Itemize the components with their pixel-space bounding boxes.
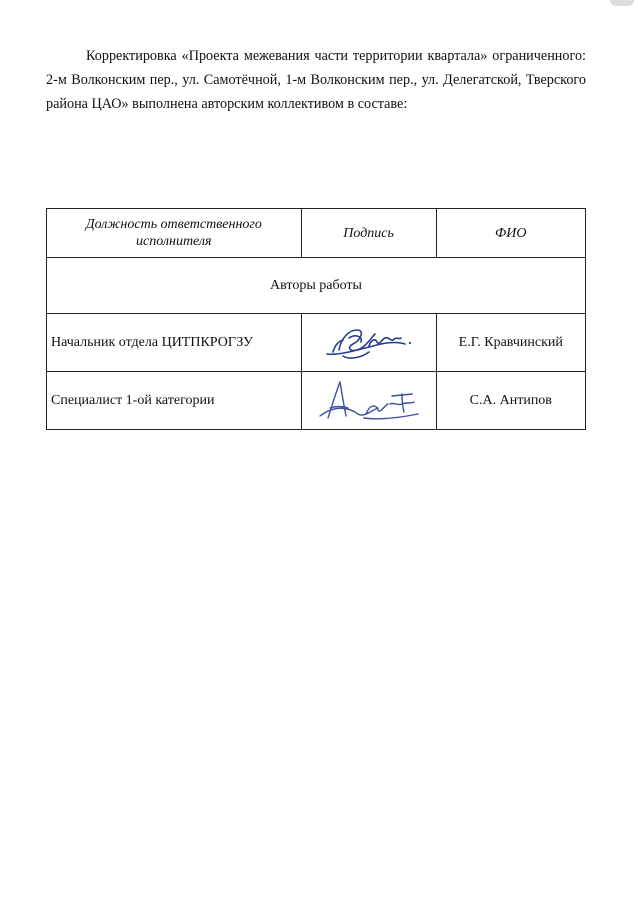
row-position: Начальник отдела ЦИТПКРОГЗУ [47,314,302,372]
header-position: Должность ответственного исполнителя [47,209,302,258]
handwritten-signature-1 [309,316,429,370]
header-name: ФИО [436,209,585,258]
table-row [47,372,586,430]
section-row [47,258,586,314]
row-position: Специалист 1-ой категории [47,372,302,430]
table-header-row [47,209,586,258]
header-signature: Подпись [301,209,436,258]
table-row [47,314,586,372]
section-title: Авторы работы [47,258,586,314]
signature-antipov [301,372,436,430]
signature-kravchinsky [301,314,436,372]
intro-paragraph: Корректировка «Проекта межевания части территории квартала» ограниченного: 2-м Волконским пер., ул. Самотёчной, 1-м Волконским пер., ул. Делегатской, Тверского района ЦАО» выполнена авторским коллективом в составе: [46,48,586,112]
scan-corner-mark [610,0,634,6]
row-name: С.А. Антипов [436,372,585,430]
row-name: Е.Г. Кравчинский [436,314,585,372]
handwritten-signature-2 [306,374,432,428]
authors-table [46,208,586,430]
